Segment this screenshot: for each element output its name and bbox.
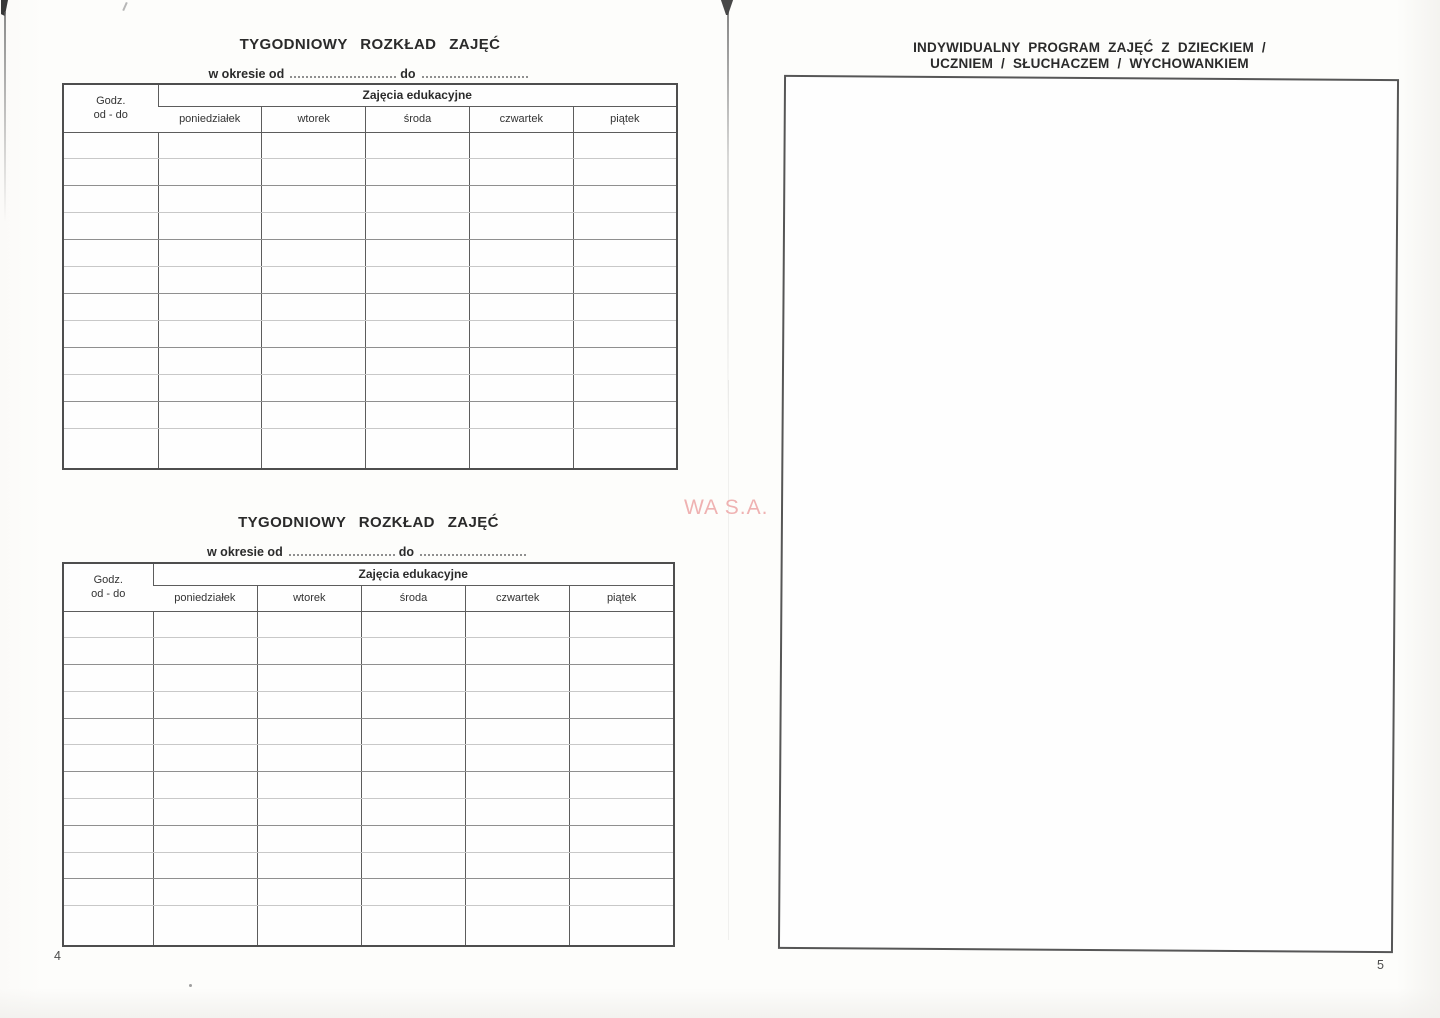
schedule-row: [63, 772, 674, 799]
schedule-row: [63, 375, 677, 402]
time-cell: [63, 428, 158, 469]
day-cell: [153, 825, 257, 852]
day-cell: [570, 638, 674, 665]
time-cell: [63, 611, 153, 638]
day-cell: [158, 132, 262, 159]
weekly-schedule-table-2: [62, 562, 675, 947]
day-cell: [361, 718, 465, 745]
group-header: Zajęcia edukacyjne: [158, 84, 677, 106]
day-header-thursday: czwartek: [466, 585, 570, 611]
period-to-label: do: [400, 67, 416, 81]
time-cell: [63, 799, 153, 826]
time-cell: [63, 718, 153, 745]
day-cell: [361, 852, 465, 879]
day-cell: [570, 799, 674, 826]
schedule-row: [63, 611, 674, 638]
day-header-tuesday: wtorek: [262, 106, 366, 132]
day-cell: [469, 213, 573, 240]
weekly-schedule-table-1: [62, 83, 678, 470]
time-cell: [63, 294, 158, 321]
schedule-row: [63, 665, 674, 692]
day-cell: [570, 852, 674, 879]
day-cell: [257, 691, 361, 718]
day-cell: [466, 718, 570, 745]
day-cell: [262, 213, 366, 240]
day-cell: [361, 799, 465, 826]
day-cell: [570, 825, 674, 852]
day-cell: [366, 428, 470, 469]
day-cell: [262, 294, 366, 321]
day-cell: [366, 321, 470, 348]
time-cell: [63, 267, 158, 294]
day-cell: [573, 132, 677, 159]
schedule-row: [63, 799, 674, 826]
time-cell: [63, 375, 158, 402]
day-cell: [153, 879, 257, 906]
time-header-line2: od - do: [93, 109, 128, 122]
time-cell: [63, 321, 158, 348]
day-cell: [466, 852, 570, 879]
day-header-thursday: czwartek: [469, 106, 573, 132]
day-cell: [573, 159, 677, 186]
day-cell: [573, 428, 677, 469]
scan-speck-artifact: [189, 984, 192, 987]
individual-program-title-line1: INDYWIDUALNY PROGRAM ZAJĘĆ Z DZIECKIEM /: [913, 40, 1266, 55]
schedule-row: [63, 428, 677, 469]
day-cell: [573, 267, 677, 294]
schedule-row: [63, 132, 677, 159]
schedule-row: [63, 402, 677, 429]
day-cell: [466, 691, 570, 718]
day-cell: [469, 348, 573, 375]
day-cell: [257, 906, 361, 946]
day-cell: [570, 772, 674, 799]
time-cell: [63, 186, 158, 213]
day-cell: [262, 428, 366, 469]
day-cell: [466, 799, 570, 826]
schedule-row: [63, 638, 674, 665]
day-cell: [153, 745, 257, 772]
day-cell: [153, 772, 257, 799]
scan-tick-artifact: [122, 2, 127, 11]
day-cell: [158, 321, 262, 348]
time-cell: [63, 691, 153, 718]
time-cell: [63, 772, 153, 799]
time-cell: [63, 402, 158, 429]
schedule-row: [63, 852, 674, 879]
left-edge-shadow: [4, 12, 6, 222]
day-cell: [366, 294, 470, 321]
day-cell: [257, 718, 361, 745]
schedule-row: [63, 825, 674, 852]
day-cell: [466, 638, 570, 665]
day-cell: [262, 159, 366, 186]
day-cell: [570, 611, 674, 638]
day-cell: [158, 240, 262, 267]
time-cell: [63, 745, 153, 772]
period-from-label: w okresie od: [208, 67, 285, 81]
day-cell: [573, 294, 677, 321]
day-header-friday: piątek: [570, 585, 674, 611]
day-cell: [366, 132, 470, 159]
day-cell: [257, 638, 361, 665]
page-number-left: 4: [54, 949, 61, 963]
day-cell: [158, 186, 262, 213]
day-cell: [153, 691, 257, 718]
day-cell: [361, 745, 465, 772]
day-cell: [466, 825, 570, 852]
day-cell: [158, 375, 262, 402]
day-cell: [257, 852, 361, 879]
day-cell: [257, 799, 361, 826]
day-cell: [469, 267, 573, 294]
day-cell: [469, 428, 573, 469]
day-cell: [469, 159, 573, 186]
day-cell: [257, 879, 361, 906]
day-cell: [573, 240, 677, 267]
period-to-label: do: [398, 545, 414, 559]
page-fold-shadow-faint: [728, 380, 729, 940]
day-cell: [570, 906, 674, 946]
publisher-watermark: WA S.A.: [684, 496, 769, 519]
day-cell: [361, 879, 465, 906]
time-cell: [63, 638, 153, 665]
day-cell: [361, 691, 465, 718]
period-to-dotted-line: [422, 66, 528, 78]
period-to-dotted-line: [420, 544, 526, 556]
period-from-dotted-line: [289, 544, 395, 556]
day-cell: [361, 665, 465, 692]
day-cell: [570, 691, 674, 718]
page-fold-shadow: [727, 10, 729, 430]
day-cell: [469, 186, 573, 213]
day-cell: [158, 294, 262, 321]
day-cell: [366, 375, 470, 402]
schedule-row: [63, 267, 677, 294]
time-cell: [63, 825, 153, 852]
day-cell: [262, 267, 366, 294]
day-cell: [573, 321, 677, 348]
schedule-row: [63, 906, 674, 946]
day-cell: [361, 611, 465, 638]
time-cell: [63, 906, 153, 946]
schedule-title-2: TYGODNIOWY ROZKŁAD ZAJĘĆ: [238, 514, 499, 531]
day-header-tuesday: wtorek: [257, 585, 361, 611]
time-header-line1: Godz.: [93, 573, 123, 586]
day-cell: [366, 213, 470, 240]
day-cell: [158, 428, 262, 469]
day-cell: [573, 375, 677, 402]
schedule-row: [63, 321, 677, 348]
day-cell: [153, 799, 257, 826]
time-cell: [63, 852, 153, 879]
day-cell: [158, 213, 262, 240]
schedule-row: [63, 186, 677, 213]
day-cell: [469, 132, 573, 159]
day-cell: [466, 772, 570, 799]
day-header-friday: piątek: [573, 106, 677, 132]
day-cell: [153, 718, 257, 745]
time-cell: [63, 132, 158, 159]
day-cell: [573, 186, 677, 213]
day-cell: [570, 879, 674, 906]
day-cell: [158, 159, 262, 186]
time-column-header: [63, 84, 158, 132]
period-line-2: [62, 544, 675, 559]
day-cell: [153, 906, 257, 946]
period-from-dotted-line: [290, 66, 396, 78]
schedule-body-2: [63, 611, 674, 946]
day-cell: [573, 402, 677, 429]
day-cell: [466, 906, 570, 946]
time-column-header: [63, 563, 153, 611]
day-cell: [153, 852, 257, 879]
day-header-wednesday: środa: [366, 106, 470, 132]
day-cell: [570, 718, 674, 745]
group-header: Zajęcia edukacyjne: [153, 563, 674, 585]
day-cell: [361, 772, 465, 799]
day-cell: [469, 321, 573, 348]
day-cell: [158, 402, 262, 429]
schedule-body-1: [63, 132, 677, 469]
day-cell: [257, 611, 361, 638]
day-cell: [570, 745, 674, 772]
day-cell: [466, 879, 570, 906]
schedule-row: [63, 348, 677, 375]
day-header-wednesday: środa: [361, 585, 465, 611]
day-cell: [262, 321, 366, 348]
day-cell: [573, 348, 677, 375]
day-header-monday: poniedziałek: [153, 585, 257, 611]
day-cell: [469, 294, 573, 321]
day-cell: [153, 665, 257, 692]
day-cell: [469, 240, 573, 267]
day-cell: [153, 638, 257, 665]
day-cell: [366, 186, 470, 213]
day-cell: [262, 348, 366, 375]
schedule-title-1: TYGODNIOWY ROZKŁAD ZAJĘĆ: [239, 36, 501, 53]
day-cell: [262, 240, 366, 267]
day-cell: [366, 402, 470, 429]
day-cell: [366, 159, 470, 186]
schedule-row: [63, 879, 674, 906]
day-cell: [466, 665, 570, 692]
day-cell: [257, 772, 361, 799]
time-cell: [63, 879, 153, 906]
day-cell: [466, 745, 570, 772]
period-from-label: w okresie od: [206, 545, 283, 559]
day-cell: [466, 611, 570, 638]
day-cell: [262, 375, 366, 402]
schedule-row: [63, 691, 674, 718]
day-cell: [262, 186, 366, 213]
day-cell: [366, 267, 470, 294]
day-cell: [158, 267, 262, 294]
schedule-row: [63, 718, 674, 745]
time-cell: [63, 213, 158, 240]
day-cell: [361, 638, 465, 665]
individual-program-title: [781, 40, 1398, 72]
period-line-1: [62, 66, 678, 81]
day-header-monday: poniedziałek: [158, 106, 262, 132]
time-cell: [63, 159, 158, 186]
schedule-row: [63, 745, 674, 772]
schedule-row: [63, 240, 677, 267]
day-cell: [469, 402, 573, 429]
schedule-row: [63, 159, 677, 186]
time-header-line1: Godz.: [96, 94, 126, 107]
day-cell: [366, 240, 470, 267]
day-cell: [469, 375, 573, 402]
individual-program-blank-box: [778, 75, 1399, 953]
page-number-right: 5: [1377, 958, 1384, 972]
time-cell: [63, 665, 153, 692]
day-cell: [262, 132, 366, 159]
day-cell: [570, 665, 674, 692]
time-cell: [63, 348, 158, 375]
day-cell: [361, 906, 465, 946]
time-cell: [63, 240, 158, 267]
day-cell: [366, 348, 470, 375]
individual-program-title-line2: UCZNIEM / SŁUCHACZEM / WYCHOWANKIEM: [930, 56, 1249, 71]
day-cell: [573, 213, 677, 240]
day-cell: [153, 611, 257, 638]
day-cell: [257, 745, 361, 772]
day-cell: [257, 825, 361, 852]
day-cell: [361, 825, 465, 852]
day-cell: [262, 402, 366, 429]
time-header-line2: od - do: [91, 588, 126, 601]
schedule-row: [63, 213, 677, 240]
day-cell: [257, 665, 361, 692]
schedule-row: [63, 294, 677, 321]
day-cell: [158, 348, 262, 375]
